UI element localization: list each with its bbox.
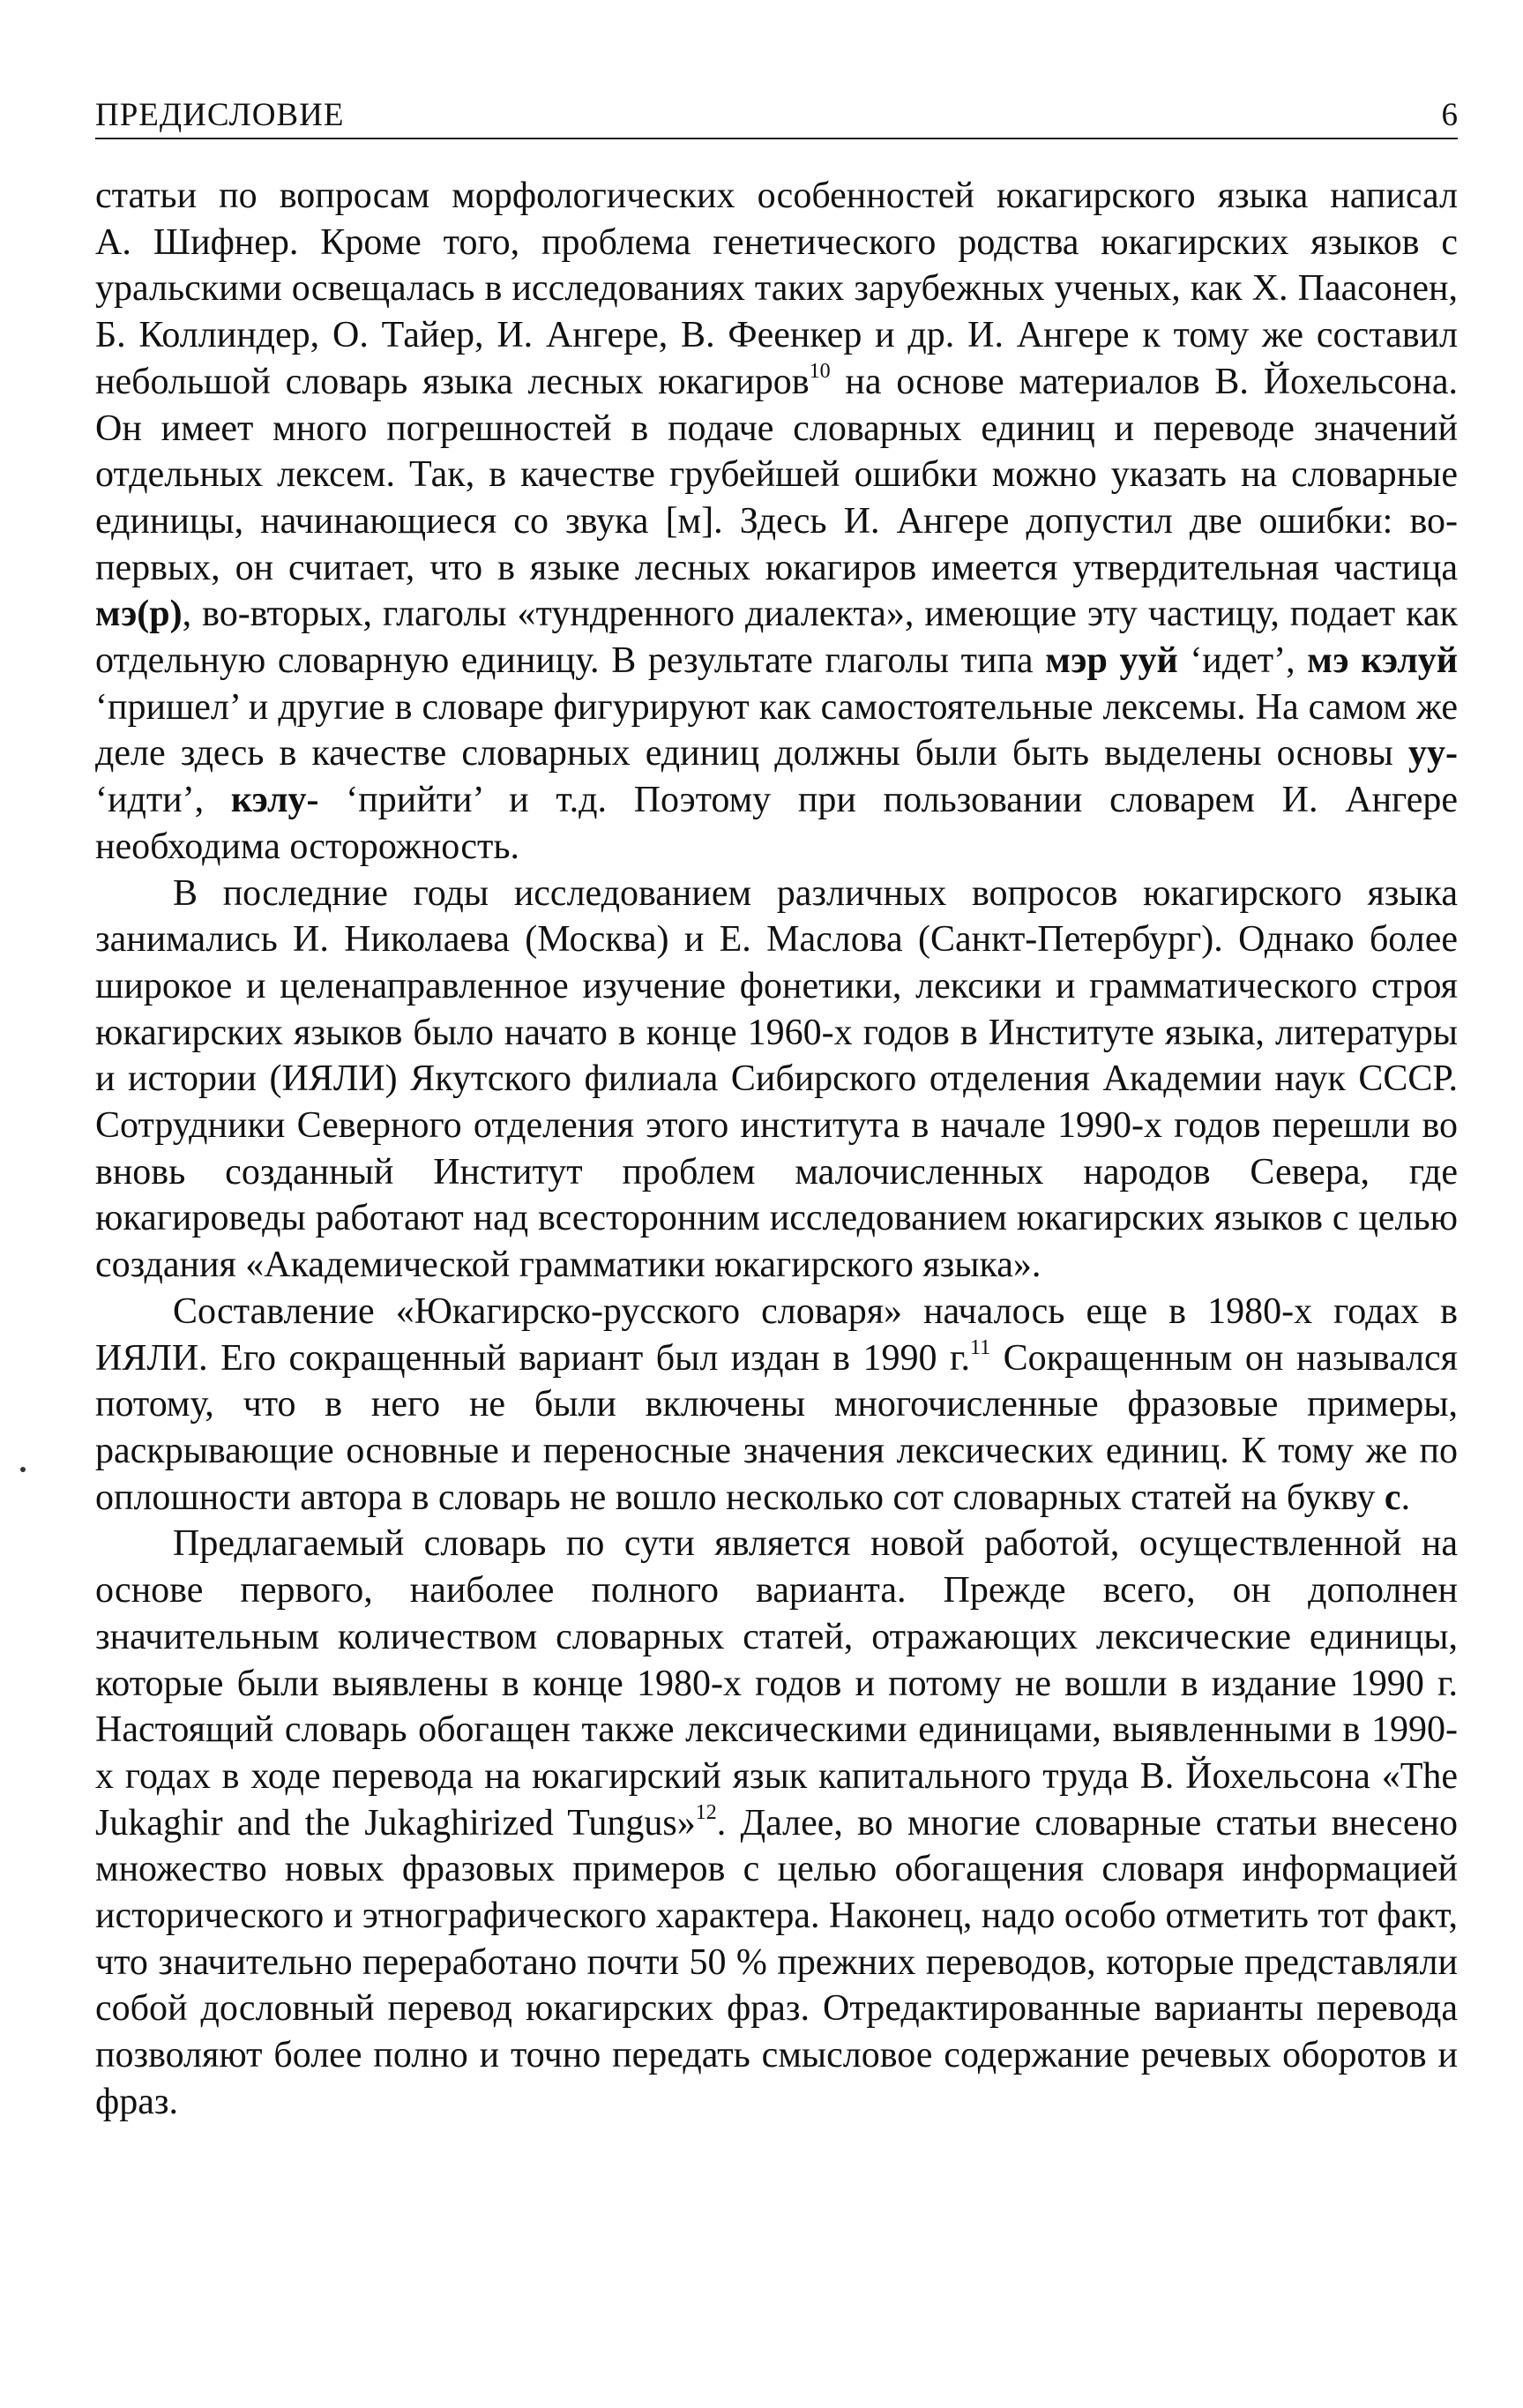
text-run: Сокращенным он назывался потому, что в него не были включены многочисленные фразовые примеры, раскрывающие основные и переносные значения лексических единиц. К тому же по оплошности автора в словарь не вошло несколько сот словарных статей на букву: [95, 1337, 1459, 1518]
bold-term: мэ(р): [95, 594, 183, 635]
running-title: ПРЕДИСЛОВИЕ: [95, 97, 345, 133]
text-run: В последние годы исследованием различных вопросов юкагирского языка занимались И. Николаева (Москва) и Е. Маслова (Санкт-Петербург). Однако более широкое и целенаправленное изучение фонетики, лексики и грамматического строя юкагирских языков было начато в конце 1960-х годов в Институте языка, литературы и истории (ИЯЛИ) Якутского филиала Сибирского отделения Академии наук СССР. Сотрудники Северного отделения этого института в начале 1990-х годов перешли во вновь созданный Институт проблем малочисленных народов Севера, где юкагироведы работают над всесторонним исследованием юкагирских языков с целью создания «Академической грамматики юкагирского языка».: [95, 872, 1458, 1286]
text-run: ‘идти’,: [95, 780, 231, 821]
running-header: [95, 95, 1458, 139]
bold-term: уу-: [1408, 733, 1458, 774]
paragraph-4: [95, 1521, 1458, 2125]
footnote-ref: 12: [695, 1800, 717, 1824]
text-run: Предлагаемый словарь по сути является новой работой, осуществленной на основе первого, наиболее полного варианта. Прежде всего, он дополнен значительным количеством словарных статей, отражающих лексические единицы, которые были выявлены в конце 1980-х годов и потому не вошли в издание 1990 г. Настоящий словарь обогащен также лексическими единицами, выявленными в 1990-х годах в ходе перевода на юкагирский язык капитального труда В. Йохельсона «The Jukaghir and the Jukaghirized Tungus»: [95, 1523, 1458, 1843]
text-run: , во-вторых, глаголы «тундренного диалекта», имеющие эту частицу, подает как отдельную словарную единицу. В результате глаголы типа: [95, 594, 1458, 682]
bold-term: мэ кэлуй: [1307, 640, 1458, 682]
text-run: статьи по вопросам морфологических особенностей юкагирского языка написал А. Шифнер. Кроме того, проблема генетического родства юкагирских языков с уральскими освещалась в исследованиях таких зарубежных ученых, как Х. Паасонен, Б. Коллиндер, О. Тайер, И. Ангере, В. Феенкер и др. И. Ангере к тому же составил небольшой словарь языка лесных юкагиров: [95, 176, 1458, 402]
scan-speck: [20, 1467, 26, 1472]
text-run: . Далее, во многие словарные статьи внесено множество новых фразовых примеров с целью обогащения словаря информацией исторического и этнографического характера. Наконец, надо особо отметить тот факт, что значительно переработано почти 50 % прежних переводов, которые представляли собой дословный перевод юкагирских фраз. Отредактированные варианты перевода позволяют более полно и точно передать смысловое содержание речевых оборотов и фраз.: [95, 1802, 1458, 2122]
paragraph-1: [95, 173, 1458, 871]
text-run: на основе материалов В. Йохельсона. Он имеет много погрешностей в подаче словарных единиц и переводе значений отдельных лексем. Так, в качестве грубейшей ошибки можно указать на словарные единицы, начинающиеся со звука [м]. Здесь И. Ангере допустил две ошибки: во-первых, он считает, что в языке лесных юкагиров имеется утвердительная частица: [95, 361, 1458, 588]
body-text: [95, 173, 1458, 2126]
text-run: Составление «Юкагирско-русского словаря» началось еще в 1980-х годах в ИЯЛИ. Его сокращенный вариант был издан в 1990 г.: [95, 1290, 1458, 1379]
text-run: ‘прийти’ и т.д. Поэтому при пользовании словарем И. Ангере необходима осторожность.: [95, 780, 1459, 867]
text-run: .: [1400, 1477, 1411, 1518]
paragraph-2: [95, 871, 1458, 1289]
text-run: ‘пришел’ и другие в словаре фигурируют как самостоятельные лексемы. На самом же деле здесь в качестве словарных единиц должны были быть выделены основы: [95, 686, 1458, 774]
paragraph-3: [95, 1289, 1458, 1522]
footnote-ref: 11: [969, 1335, 991, 1359]
bold-term: мэр ууй: [1045, 640, 1178, 682]
text-run: ‘идет’,: [1177, 640, 1308, 682]
bold-term: с: [1384, 1477, 1401, 1518]
bold-term: кэлу-: [230, 780, 319, 821]
footnote-ref: 10: [809, 359, 831, 383]
page-number: 6: [1441, 97, 1458, 133]
